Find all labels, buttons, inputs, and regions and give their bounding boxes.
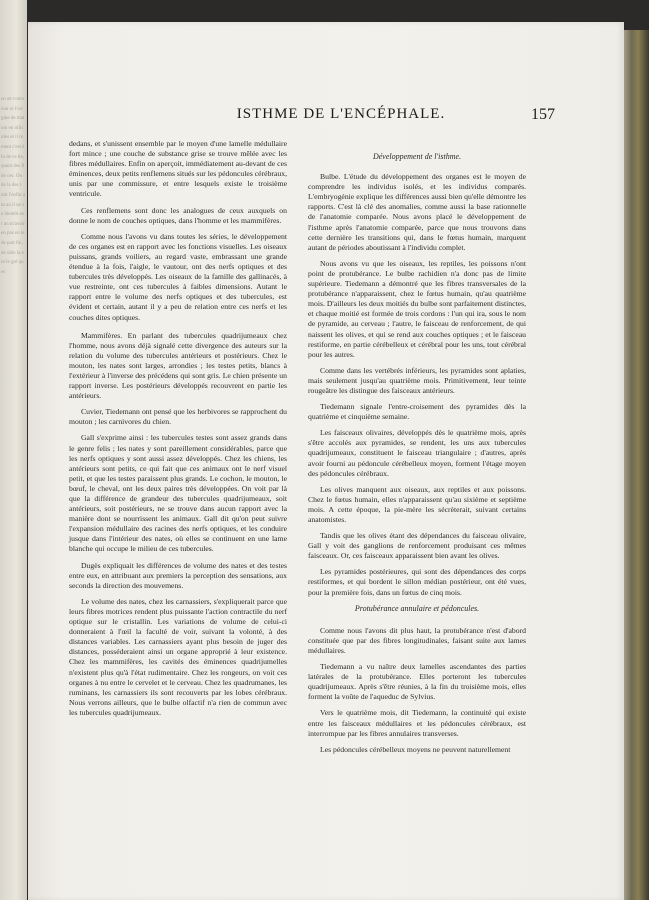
running-title: ISTHME DE L'ENCÉPHALE. bbox=[236, 106, 446, 122]
facing-page-edge bbox=[0, 0, 27, 900]
section-title: Développement de l'isthme. bbox=[372, 152, 462, 161]
paragraph: Tiedemann a vu naître deux lamelles ascendantes des parties latérales de la protubérance. Elles porteront les tubercules quadrijumeaux. Après s'être réunies, à la fin du troisième mois, elles forment la voûte de l'aqueduc de Sylvius. bbox=[308, 662, 526, 702]
paragraph: Les olives manquent aux oiseaux, aux reptiles et aux poissons. Chez le fœtus humain, elles n'apparaissent qu'au sixième et septième mois. A cette époque, la pie-mère les sécrèterait, suivant certains anatomistes. bbox=[308, 484, 526, 524]
paragraph: Les pédoncules cérébelleux moyens ne peuvent naturellement bbox=[320, 744, 511, 754]
paragraph: Nous avons vu que les oiseaux, les reptiles, les poissons n'ont point de protubérance. Le bulbe rachidien n'a donc pas de limite supérieure. Tiedemann a démontré que les fibres transversales de la protubérance n'apparaissent, chez le fœtus humain, qu'au quatrième mois. D'ailleurs les deux moitiés du bulbe sont parfaitement distinctes, et chaque moitié est formée de trois cordons : l'un qui ira, sous le nom de pyramide, au cerveau ; l'autre, le faisceau de renforcement, de qui naissent les olives, et qui se rend aux couches optiques ; et le faisceau restiforme, en partie cérébelleux et cérébral pour les uns, tout cérébral pour les autres. bbox=[308, 258, 526, 359]
paragraph: Bulbe. L'étude du développement des organes est le moyen de comprendre les individus isolés, et les individus comparés. L'embryogénie explique les différences aussi bien qu'elle démontre les rapports. C'est là clé des anomalies, comme aussi la base rationnelle de l'anatomie comparée. Nous avons placé le développement de l'isthme après l'anatomie comparée, parce que nous trouvons dans cette dernière les transitions qui, dans le fœtus humain, marquent autant de périodes aboutissant à l'individu complet. bbox=[308, 172, 526, 252]
book-page bbox=[28, 22, 624, 900]
paragraph: Tiedemann signale l'entre-croisement des pyramides dès la quatrième et cinquième semaine. bbox=[308, 402, 526, 422]
paragraph: dedans, et s'unissent ensemble par le moyen d'une lamelle médullaire fort mince ; une couche de substance grise se trouve mêlée avec les fibres médullaires. Enfin on aperçoit, immédiatement au-devant de ces éminences, deux petits renflemens situés sur les pédoncules cérébraux, unis par une commissure, et entre lesquels existe le troisième ventricule. bbox=[69, 139, 287, 199]
paragraph: Comme dans les vertébrés inférieurs, les pyramides sont aplaties, mais seulement jusqu'au quatrième mois. Primitivement, leur teinte rougeâtre les distingue des faisceaux antérieurs. bbox=[308, 365, 526, 395]
section-title: Protubérance annulaire et pédoncules. bbox=[354, 603, 480, 613]
book-binding bbox=[622, 30, 649, 900]
paragraph: Mammifères. En parlant des tubercules quadrijumeaux chez l'homme, nous avons déjà signalé cette divergence des auteurs sur la relation du volume des tubercules antérieurs et postérieurs. Chez le mouton, les nates sont larges, arrondies ; les testes petits, blancs à l'extérieur à l'inverse des précédens qui sont gris. Le chien présente un rapport inverse. Les postérieurs développés recouvrent en partie les antérieurs. bbox=[69, 330, 287, 401]
facing-page-text: en de l'intérieur et l'origine de mation en ollicules et il rement c'est élu de ce lle, quant des Il de ces. On de la des t mit l'enfin ant au il ne se bientôt est un m'avoir en pas en le de part fin, de uble la ent le gré ques bbox=[1, 97, 25, 275]
paragraph: Les faisceaux olivaires, développés dès le quatrième mois, après s'être accolés aux pyramides, se rendent, les uns aux tubercules quadrijumeaux, constituent le faisceau triangulaire ; d'autres, après avoir fourni au pédoncule cérébelleux moyen, forment l'étage moyen des pédoncules cérébraux. bbox=[308, 428, 526, 478]
paragraph: Comme nous l'avons vu dans toutes les séries, le développement de ces organes est en rapport avec les fonctions visuelles. Les oiseaux puissans, grands voiliers, au regard vaste, embrassant une grande étendue à la fois, l'aigle, le vautour, ont des nerfs optiques et des tubercules très développés. Les oiseaux de la famille des gallinacés, à vue restreinte, ont ces tubercules à faibles dimensions. Autant le rapport entre le volume des nerfs optiques et des tubercules, est évident et certain, autant il y a peu de relation entre ces nerfs et les couches dites optiques. bbox=[69, 231, 287, 322]
page-number: 157 bbox=[531, 106, 555, 123]
paragraph: Gall s'exprime ainsi : les tubercules testes sont assez grands dans le genre felis ; les nates y sont pareillement considérables, parce que les nerfs optiques y sont aussi assez développés. Chez les chiens, les antérieurs sont petits, ce qui fait que ces animaux ont le nerf visuel petit, et que les testes paraissent plus grands. Le cochon, le mouton, le bœuf, le cheval, ont les deux paires très développées. On voit par là que la différence de grandeur des tubercules quadrijumeaux, soit antérieurs, soit postérieurs, ne se trouve dans aucun rapport avec la manière dont se nourrissent les animaux. Gall dit qu'on peut suivre l'expansion médullaire des racines des nerfs optiques, et les conduire jusque dans l'intérieur des nates, où elles se continuent en une lame blanche qui occupe le milieu de ces tubercules. bbox=[69, 433, 287, 554]
paragraph: Ces renflemens sont donc les analogues de ceux auxquels on donne le nom de couches optiques, dans l'homme et les mammifères. bbox=[69, 205, 287, 225]
paragraph: Cuvier, Tiedemann ont pensé que les herbivores se rapprochent du mouton ; les carnivores du chien. bbox=[69, 407, 287, 427]
paragraph: Tandis que les olives étant des dépendances du faisceau olivaire, Gall y voit des ganglions de renforcement produisant ces mêmes faisceaux. Or, ces faisceaux apparaissent bien avant les olives. bbox=[308, 531, 526, 561]
paragraph: Comme nous l'avons dit plus haut, la protubérance n'est d'abord constituée que par des fibres longitudinales, faisant suite aux lames médullaires. bbox=[308, 625, 526, 655]
paragraph: Vers le quatrième mois, dit Tiedemann, la continuité qui existe entre les faisceaux médullaires et les pédoncules cérébraux, est interrompue par les fibres annulaires transverses. bbox=[308, 708, 526, 738]
paragraph: Dugès expliquait les différences de volume des nates et des testes entre eux, en attribuant aux premiers la perception des sensations, aux seconds la direction des mouvemens. bbox=[69, 560, 287, 590]
paragraph: Le volume des nates, chez les carnassiers, s'expliquerait parce que leurs fibres motrices rendent plus puissante l'action contractile du nerf optique sur le cristallin. Les variations de volume de celui-ci donneraient à l'œil la faculté de voir, suivant la volonté, à des distances variables. Les carnassiers ayant plus besoin de juger des distances, posséderaient ainsi un organe approprié à leur existence. Chez les mammifères, les cavités des éminences quadrijumelles n'existent plus qu'à l'état rudimentaire. Chez les rongeurs, on voit ces organes à nu entre le cervelet et le cerveau. Chez les quadrumanes, les ruminans, les carnassiers ils sont recouverts par les lobes cérébraux. Nous verrons ailleurs, que le bulbe olfactif n'a rien de commun avec les tubercules quadrijumeaux. bbox=[69, 596, 287, 717]
paragraph: Les pyramides postérieures, qui sont des dépendances des corps restiformes, et qui bordent le sillon médian postérieur, ont été vues, pour la première fois, dans un fœtus de cinq mois. bbox=[308, 567, 526, 597]
right-column bbox=[308, 139, 526, 761]
left-column bbox=[69, 139, 287, 724]
